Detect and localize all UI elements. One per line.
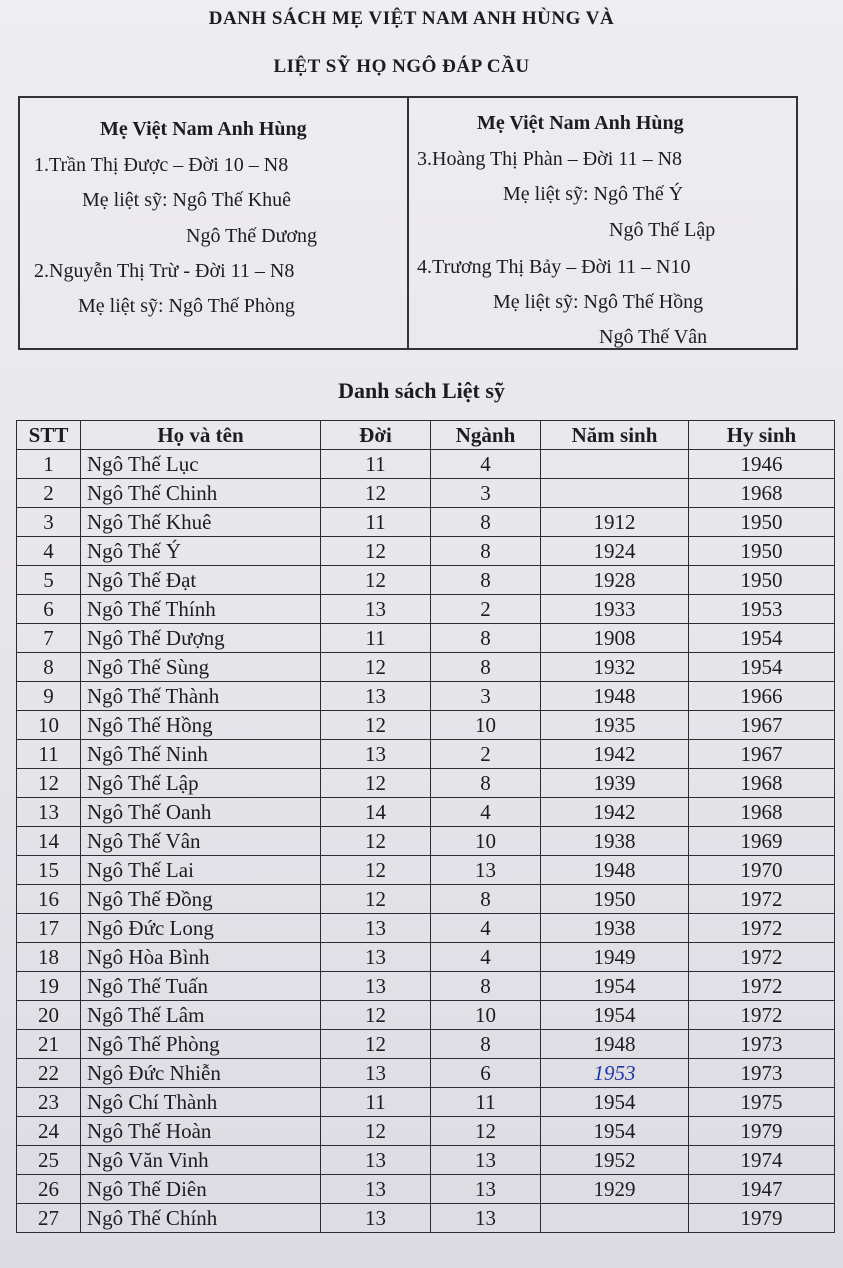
cell-death-year: 1973 bbox=[689, 1059, 835, 1088]
cell-death-year: 1975 bbox=[689, 1088, 835, 1117]
cell-branch: 13 bbox=[431, 1204, 541, 1233]
cell-generation: 13 bbox=[321, 1204, 431, 1233]
table-row bbox=[17, 479, 835, 508]
cell-birth-year: 1954 bbox=[541, 1117, 689, 1146]
table-row bbox=[17, 798, 835, 827]
table-row bbox=[17, 624, 835, 653]
cell-generation: 11 bbox=[321, 624, 431, 653]
cell-death-year: 1968 bbox=[689, 798, 835, 827]
column-header-branch: Ngành bbox=[431, 421, 541, 450]
table-row bbox=[17, 914, 835, 943]
mother-entry: 4.Trương Thị Bảy – Đời 11 – N10 bbox=[417, 256, 691, 278]
cell-name: Ngô Thế Thành bbox=[81, 682, 321, 711]
cell-generation: 14 bbox=[321, 798, 431, 827]
cell-birth-year: 1953 bbox=[541, 1059, 689, 1088]
cell-name: Ngô Thế Đạt bbox=[81, 566, 321, 595]
cell-name: Ngô Thế Lục bbox=[81, 450, 321, 479]
cell-birth-year: 1932 bbox=[541, 653, 689, 682]
column-header-generation: Đời bbox=[321, 421, 431, 450]
cell-branch: 4 bbox=[431, 798, 541, 827]
cell-generation: 12 bbox=[321, 653, 431, 682]
mother-martyr-line: Ngô Thế Dương bbox=[186, 225, 318, 247]
cell-death-year: 1968 bbox=[689, 769, 835, 798]
cell-name: Ngô Thế Lai bbox=[81, 856, 321, 885]
cell-stt: 13 bbox=[17, 798, 81, 827]
cell-death-year: 1954 bbox=[689, 653, 835, 682]
cell-birth-year: 1954 bbox=[541, 1001, 689, 1030]
cell-generation: 13 bbox=[321, 914, 431, 943]
cell-birth-year: 1950 bbox=[541, 885, 689, 914]
cell-branch: 10 bbox=[431, 711, 541, 740]
cell-generation: 12 bbox=[321, 1117, 431, 1146]
cell-birth-year bbox=[541, 450, 689, 479]
cell-death-year: 1967 bbox=[689, 711, 835, 740]
cell-name: Ngô Hòa Bình bbox=[81, 943, 321, 972]
cell-generation: 11 bbox=[321, 450, 431, 479]
cell-birth-year: 1954 bbox=[541, 1088, 689, 1117]
cell-stt: 15 bbox=[17, 856, 81, 885]
cell-death-year: 1972 bbox=[689, 885, 835, 914]
cell-branch: 8 bbox=[431, 624, 541, 653]
cell-death-year: 1979 bbox=[689, 1204, 835, 1233]
cell-stt: 24 bbox=[17, 1117, 81, 1146]
cell-birth-year: 1912 bbox=[541, 508, 689, 537]
table-row bbox=[17, 508, 835, 537]
cell-birth-year: 1954 bbox=[541, 972, 689, 1001]
table-row bbox=[17, 711, 835, 740]
cell-generation: 12 bbox=[321, 1030, 431, 1059]
cell-branch: 8 bbox=[431, 769, 541, 798]
cell-death-year: 1968 bbox=[689, 479, 835, 508]
cell-death-year: 1973 bbox=[689, 1030, 835, 1059]
cell-name: Ngô Thế Thính bbox=[81, 595, 321, 624]
cell-branch: 13 bbox=[431, 1146, 541, 1175]
cell-stt: 14 bbox=[17, 827, 81, 856]
table-row bbox=[17, 1175, 835, 1204]
cell-name: Ngô Thế Ninh bbox=[81, 740, 321, 769]
mothers-column-right bbox=[407, 98, 796, 348]
table-header-row bbox=[17, 421, 835, 450]
cell-birth-year: 1908 bbox=[541, 624, 689, 653]
mothers-heading-left: Mẹ Việt Nam Anh Hùng bbox=[100, 118, 307, 140]
column-header-stt: STT bbox=[17, 421, 81, 450]
column-header-death-year: Hy sinh bbox=[689, 421, 835, 450]
cell-stt: 26 bbox=[17, 1175, 81, 1204]
cell-generation: 12 bbox=[321, 856, 431, 885]
cell-generation: 13 bbox=[321, 943, 431, 972]
table-row bbox=[17, 537, 835, 566]
table-row bbox=[17, 1030, 835, 1059]
cell-death-year: 1966 bbox=[689, 682, 835, 711]
cell-stt: 17 bbox=[17, 914, 81, 943]
cell-birth-year: 1952 bbox=[541, 1146, 689, 1175]
cell-branch: 11 bbox=[431, 1088, 541, 1117]
cell-stt: 11 bbox=[17, 740, 81, 769]
cell-branch: 4 bbox=[431, 450, 541, 479]
table-row bbox=[17, 769, 835, 798]
cell-branch: 3 bbox=[431, 479, 541, 508]
cell-stt: 6 bbox=[17, 595, 81, 624]
cell-branch: 4 bbox=[431, 943, 541, 972]
cell-branch: 8 bbox=[431, 885, 541, 914]
table-row bbox=[17, 653, 835, 682]
cell-generation: 12 bbox=[321, 479, 431, 508]
cell-stt: 16 bbox=[17, 885, 81, 914]
table-row bbox=[17, 595, 835, 624]
cell-birth-year: 1938 bbox=[541, 914, 689, 943]
cell-name: Ngô Đức Long bbox=[81, 914, 321, 943]
cell-stt: 3 bbox=[17, 508, 81, 537]
cell-branch: 3 bbox=[431, 682, 541, 711]
cell-name: Ngô Thế Khuê bbox=[81, 508, 321, 537]
table-row bbox=[17, 1146, 835, 1175]
cell-name: Ngô Văn Vinh bbox=[81, 1146, 321, 1175]
table-row bbox=[17, 972, 835, 1001]
table-row bbox=[17, 1204, 835, 1233]
table-row bbox=[17, 827, 835, 856]
table-row bbox=[17, 885, 835, 914]
cell-stt: 27 bbox=[17, 1204, 81, 1233]
cell-stt: 5 bbox=[17, 566, 81, 595]
cell-birth-year: 1939 bbox=[541, 769, 689, 798]
cell-stt: 4 bbox=[17, 537, 81, 566]
mother-martyr-line: Ngô Thế Lập bbox=[609, 219, 716, 241]
cell-stt: 22 bbox=[17, 1059, 81, 1088]
cell-branch: 6 bbox=[431, 1059, 541, 1088]
cell-generation: 12 bbox=[321, 1001, 431, 1030]
cell-birth-year: 1949 bbox=[541, 943, 689, 972]
cell-death-year: 1979 bbox=[689, 1117, 835, 1146]
cell-stt: 9 bbox=[17, 682, 81, 711]
cell-generation: 12 bbox=[321, 827, 431, 856]
cell-stt: 1 bbox=[17, 450, 81, 479]
table-row bbox=[17, 1059, 835, 1088]
cell-generation: 13 bbox=[321, 595, 431, 624]
cell-stt: 25 bbox=[17, 1146, 81, 1175]
cell-generation: 12 bbox=[321, 537, 431, 566]
cell-generation: 13 bbox=[321, 682, 431, 711]
cell-generation: 13 bbox=[321, 1146, 431, 1175]
cell-branch: 8 bbox=[431, 537, 541, 566]
cell-name: Ngô Thế Chinh bbox=[81, 479, 321, 508]
cell-generation: 11 bbox=[321, 508, 431, 537]
mother-entry: 3.Hoàng Thị Phàn – Đời 11 – N8 bbox=[417, 148, 683, 170]
cell-branch: 4 bbox=[431, 914, 541, 943]
mother-martyr-line: Mẹ liệt sỹ: Ngô Thế Khuê bbox=[82, 189, 292, 211]
cell-branch: 8 bbox=[431, 566, 541, 595]
cell-birth-year: 1929 bbox=[541, 1175, 689, 1204]
cell-generation: 13 bbox=[321, 1175, 431, 1204]
cell-birth-year bbox=[541, 1204, 689, 1233]
cell-generation: 12 bbox=[321, 711, 431, 740]
cell-generation: 11 bbox=[321, 1088, 431, 1117]
cell-name: Ngô Đức Nhiễn bbox=[81, 1059, 321, 1088]
cell-branch: 8 bbox=[431, 653, 541, 682]
table-row bbox=[17, 682, 835, 711]
cell-name: Ngô Thế Oanh bbox=[81, 798, 321, 827]
cell-generation: 13 bbox=[321, 1059, 431, 1088]
mother-entry: 2.Nguyễn Thị Trừ - Đời 11 – N8 bbox=[34, 260, 295, 282]
cell-death-year: 1972 bbox=[689, 914, 835, 943]
martyrs-list-title: Danh sách Liệt sỹ bbox=[338, 378, 505, 403]
cell-stt: 12 bbox=[17, 769, 81, 798]
table-row bbox=[17, 1001, 835, 1030]
cell-branch: 10 bbox=[431, 827, 541, 856]
cell-death-year: 1950 bbox=[689, 566, 835, 595]
cell-death-year: 1970 bbox=[689, 856, 835, 885]
cell-branch: 2 bbox=[431, 595, 541, 624]
cell-name: Ngô Thế Lập bbox=[81, 769, 321, 798]
cell-death-year: 1967 bbox=[689, 740, 835, 769]
cell-branch: 8 bbox=[431, 1030, 541, 1059]
cell-stt: 18 bbox=[17, 943, 81, 972]
cell-name: Ngô Thế Phòng bbox=[81, 1030, 321, 1059]
cell-name: Ngô Thế Sùng bbox=[81, 653, 321, 682]
cell-death-year: 1972 bbox=[689, 943, 835, 972]
cell-birth-year: 1928 bbox=[541, 566, 689, 595]
mothers-column-left bbox=[20, 98, 407, 348]
cell-name: Ngô Thế Diên bbox=[81, 1175, 321, 1204]
cell-death-year: 1954 bbox=[689, 624, 835, 653]
cell-birth-year: 1935 bbox=[541, 711, 689, 740]
cell-branch: 13 bbox=[431, 1175, 541, 1204]
cell-birth-year: 1924 bbox=[541, 537, 689, 566]
document-title-line-2: LIỆT SỸ HỌ NGÔ ĐÁP CẦU bbox=[273, 56, 530, 77]
cell-stt: 20 bbox=[17, 1001, 81, 1030]
mother-martyr-line: Mẹ liệt sỹ: Ngô Thế Phòng bbox=[78, 295, 295, 317]
cell-birth-year: 1942 bbox=[541, 740, 689, 769]
cell-death-year: 1946 bbox=[689, 450, 835, 479]
martyrs-table bbox=[16, 420, 835, 1233]
cell-stt: 19 bbox=[17, 972, 81, 1001]
cell-branch: 12 bbox=[431, 1117, 541, 1146]
cell-stt: 2 bbox=[17, 479, 81, 508]
cell-death-year: 1950 bbox=[689, 508, 835, 537]
cell-stt: 8 bbox=[17, 653, 81, 682]
cell-death-year: 1969 bbox=[689, 827, 835, 856]
cell-birth-year bbox=[541, 479, 689, 508]
mother-martyr-line: Mẹ liệt sỹ: Ngô Thế Hồng bbox=[493, 291, 704, 313]
table-row bbox=[17, 566, 835, 595]
cell-birth-year: 1933 bbox=[541, 595, 689, 624]
document-title-line-1: DANH SÁCH MẸ VIỆT NAM ANH HÙNG VÀ bbox=[208, 8, 615, 29]
cell-stt: 23 bbox=[17, 1088, 81, 1117]
cell-name: Ngô Thế Tuấn bbox=[81, 972, 321, 1001]
cell-birth-year: 1948 bbox=[541, 1030, 689, 1059]
table-row bbox=[17, 740, 835, 769]
mother-entry: 1.Trần Thị Được – Đời 10 – N8 bbox=[34, 154, 289, 176]
cell-birth-year: 1942 bbox=[541, 798, 689, 827]
cell-generation: 13 bbox=[321, 740, 431, 769]
table-row bbox=[17, 943, 835, 972]
cell-name: Ngô Thế Ý bbox=[81, 537, 321, 566]
cell-branch: 8 bbox=[431, 972, 541, 1001]
cell-name: Ngô Chí Thành bbox=[81, 1088, 321, 1117]
cell-death-year: 1972 bbox=[689, 972, 835, 1001]
cell-stt: 21 bbox=[17, 1030, 81, 1059]
cell-generation: 12 bbox=[321, 769, 431, 798]
cell-name: Ngô Thế Vân bbox=[81, 827, 321, 856]
table-row bbox=[17, 450, 835, 479]
cell-death-year: 1953 bbox=[689, 595, 835, 624]
cell-name: Ngô Thế Lâm bbox=[81, 1001, 321, 1030]
cell-generation: 12 bbox=[321, 566, 431, 595]
cell-stt: 10 bbox=[17, 711, 81, 740]
cell-generation: 13 bbox=[321, 972, 431, 1001]
column-header-name: Họ và tên bbox=[81, 421, 321, 450]
cell-death-year: 1950 bbox=[689, 537, 835, 566]
mother-martyr-line: Ngô Thế Vân bbox=[599, 326, 708, 348]
cell-death-year: 1947 bbox=[689, 1175, 835, 1204]
mothers-heading-right: Mẹ Việt Nam Anh Hùng bbox=[477, 112, 684, 134]
table-row bbox=[17, 1117, 835, 1146]
cell-generation: 12 bbox=[321, 885, 431, 914]
cell-branch: 10 bbox=[431, 1001, 541, 1030]
cell-branch: 13 bbox=[431, 856, 541, 885]
cell-name: Ngô Thế Dượng bbox=[81, 624, 321, 653]
cell-death-year: 1972 bbox=[689, 1001, 835, 1030]
mother-martyr-line: Mẹ liệt sỹ: Ngô Thế Ý bbox=[503, 183, 684, 205]
cell-name: Ngô Thế Chính bbox=[81, 1204, 321, 1233]
table-row bbox=[17, 856, 835, 885]
cell-name: Ngô Thế Đồng bbox=[81, 885, 321, 914]
heroic-mothers-box bbox=[18, 96, 798, 350]
cell-branch: 2 bbox=[431, 740, 541, 769]
cell-branch: 8 bbox=[431, 508, 541, 537]
table-row bbox=[17, 1088, 835, 1117]
cell-birth-year: 1938 bbox=[541, 827, 689, 856]
cell-name: Ngô Thế Hồng bbox=[81, 711, 321, 740]
cell-birth-year: 1948 bbox=[541, 856, 689, 885]
cell-birth-year: 1948 bbox=[541, 682, 689, 711]
table-body bbox=[17, 450, 835, 1233]
cell-death-year: 1974 bbox=[689, 1146, 835, 1175]
cell-name: Ngô Thế Hoàn bbox=[81, 1117, 321, 1146]
column-header-birth-year: Năm sinh bbox=[541, 421, 689, 450]
cell-stt: 7 bbox=[17, 624, 81, 653]
